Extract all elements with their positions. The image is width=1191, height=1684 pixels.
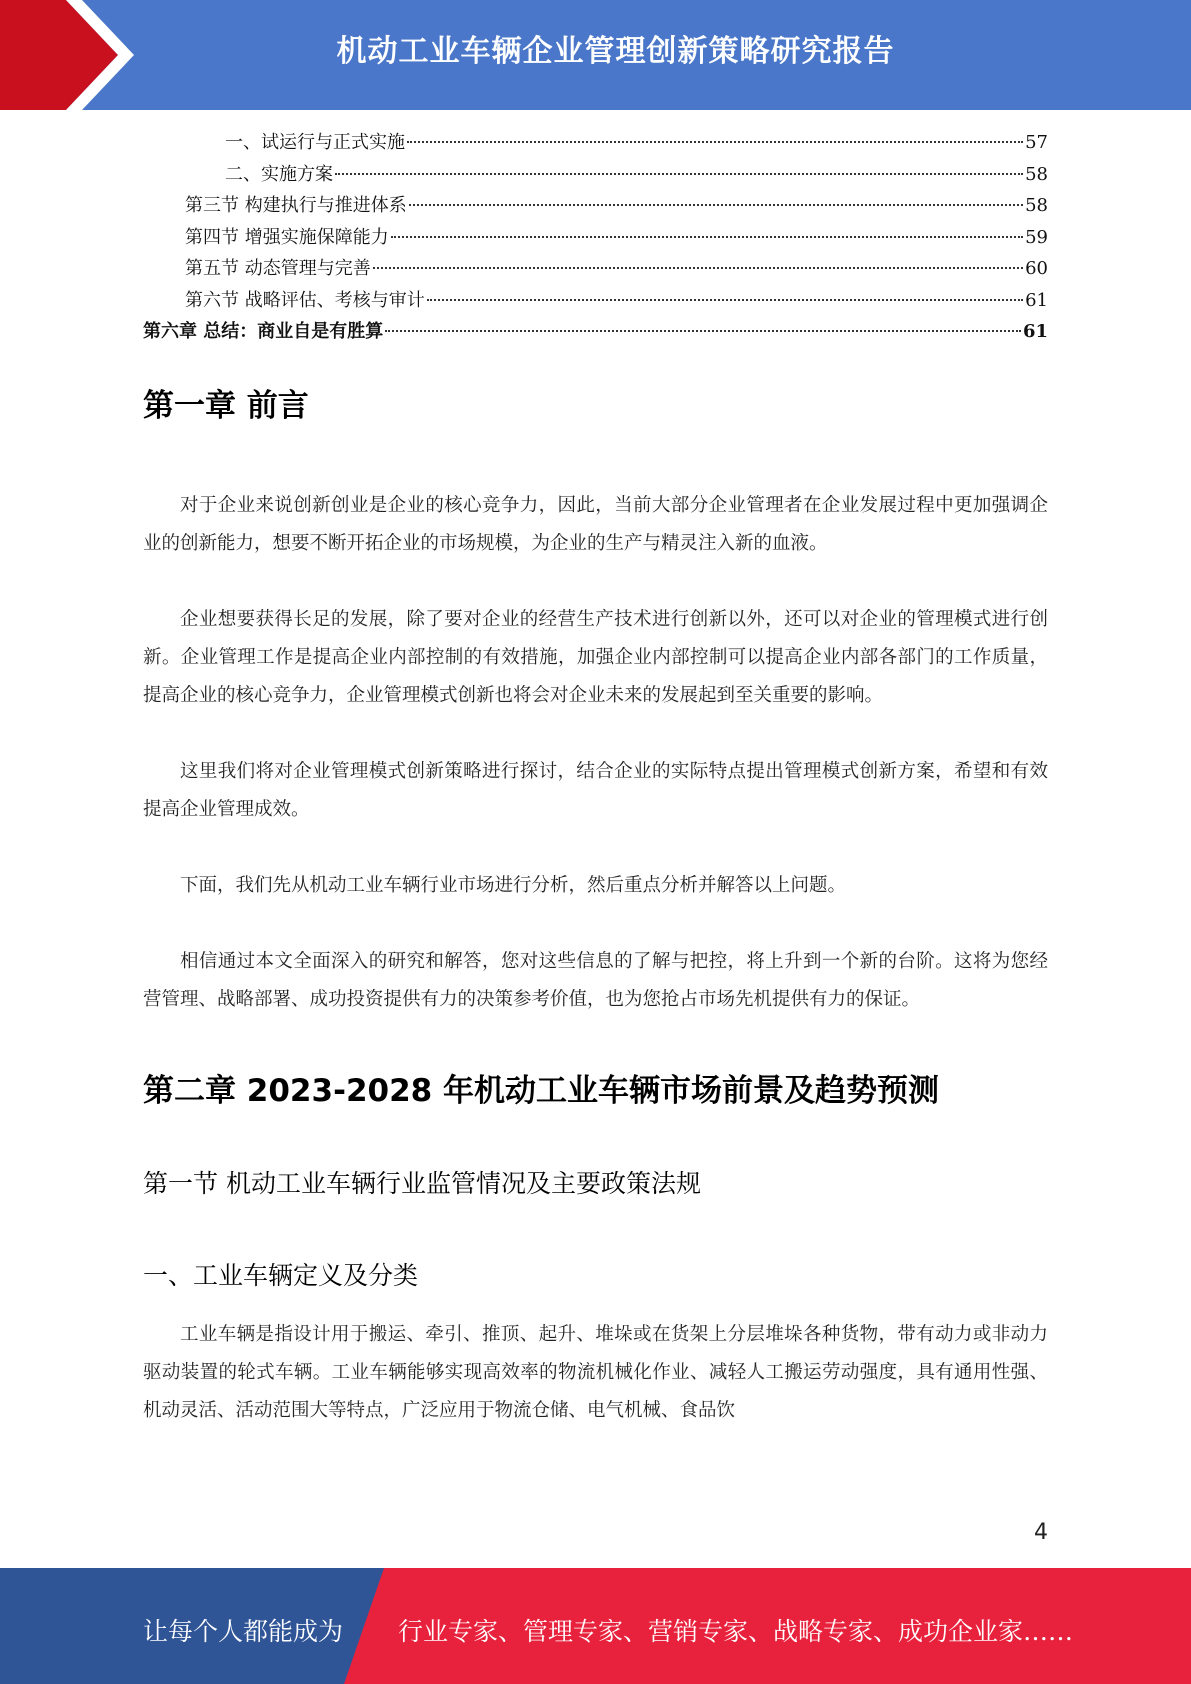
- toc-entry-label: 第六节 战略评估、考核与审计: [185, 289, 425, 311]
- toc-leader-dots: [407, 141, 1023, 143]
- toc-entry[interactable]: [143, 128, 1048, 160]
- toc-entry-page: 60: [1025, 258, 1048, 279]
- toc-entry[interactable]: [143, 254, 1048, 286]
- section-heading: 第一节 机动工业车辆行业监管情况及主要政策法规: [143, 1169, 701, 1198]
- toc-leader-dots: [427, 299, 1023, 301]
- toc-entry[interactable]: [143, 160, 1048, 192]
- chapter-2-heading: 第二章 2023-2028 年机动工业车辆市场前景及趋势预测: [143, 1073, 940, 1109]
- body-paragraph: 对于企业来说创新创业是企业的核心竞争力，因此，当前大部分企业管理者在企业发展过程中更加强调企业的创新能力，想要不断开拓企业的市场规模，为企业的生产与精灵注入新的血液。: [143, 495, 1048, 554]
- toc-leader-dots: [335, 173, 1023, 175]
- toc-entry-label: 第六章 总结：商业自是有胜算: [143, 321, 384, 342]
- body-paragraph: 下面，我们先从机动工业车辆行业市场进行分析，然后重点分析并解答以上问题。: [180, 875, 847, 896]
- document-body: [143, 380, 1048, 1430]
- toc-leader-dots: [409, 204, 1023, 206]
- subsection-heading: 一、工业车辆定义及分类: [143, 1261, 419, 1290]
- page-footer: [0, 1568, 1191, 1684]
- toc-entry-page: 57: [1025, 132, 1048, 153]
- document-title: 机动工业车辆企业管理创新策略研究报告: [336, 34, 895, 69]
- toc-entry-label: 第四节 增强实施保障能力: [185, 226, 389, 248]
- chapter-1-heading: 第一章 前言: [143, 388, 309, 424]
- body-paragraph: 企业想要获得长足的发展，除了要对企业的经营生产技术进行创新以外，还可以对企业的管理模式进行创新。企业管理工作是提高企业内部控制的有效措施，加强企业内部控制可以提高企业内部各部门的工作质量，提高企业的核心竞争力，企业管理模式创新也将会对企业未来的发展起到至关重要的影响。: [143, 609, 1048, 706]
- toc-entry[interactable]: [143, 223, 1048, 255]
- toc-entry[interactable]: [143, 286, 1048, 318]
- toc-leader-dots: [373, 267, 1023, 269]
- body-paragraph: 相信通过本文全面深入的研究和解答，您对这些信息的了解与把控，将上升到一个新的台阶。这将为您经营管理、战略部署、成功投资提供有力的决策参考价值，也为您抢占市场先机提供有力的保证。: [143, 951, 1048, 1010]
- page-number: 4: [1034, 1520, 1048, 1545]
- toc-entry-page: 58: [1025, 195, 1048, 216]
- page-header: [0, 0, 1191, 110]
- body-paragraph: 这里我们将对企业管理模式创新策略进行探讨，结合企业的实际特点提出管理模式创新方案，希望和有效提高企业管理成效。: [143, 761, 1048, 820]
- table-of-contents: [143, 128, 1048, 349]
- toc-leader-dots: [385, 330, 1021, 332]
- toc-entry-page: 61: [1025, 289, 1048, 311]
- footer-slogan-left: 让每个人都能成为: [143, 1617, 344, 1646]
- toc-entry-label: 一、试运行与正式实施: [225, 132, 405, 153]
- toc-entry[interactable]: [143, 317, 1048, 349]
- toc-entry-page: 61: [1022, 321, 1048, 342]
- toc-entry[interactable]: [143, 191, 1048, 223]
- toc-entry-page: 59: [1025, 226, 1048, 248]
- body-paragraph: 工业车辆是指设计用于搬运、牵引、推顶、起升、堆垛或在货架上分层堆垛各种货物，带有动力或非动力驱动装置的轮式车辆。工业车辆能够实现高效率的物流机械化作业、减轻人工搬运劳动强度，具有通用性强、机动灵活、活动范围大等特点，广泛应用于物流仓储、电气机械、食品饮: [143, 1324, 1048, 1421]
- toc-entry-page: 58: [1025, 163, 1048, 185]
- footer-slogan-right: 行业专家、管理专家、营销专家、战略专家、成功企业家……: [398, 1617, 1074, 1646]
- toc-entry-label: 二、实施方案: [225, 163, 333, 185]
- toc-leader-dots: [391, 236, 1023, 238]
- toc-entry-label: 第五节 动态管理与完善: [185, 258, 371, 279]
- toc-entry-label: 第三节 构建执行与推进体系: [185, 195, 407, 216]
